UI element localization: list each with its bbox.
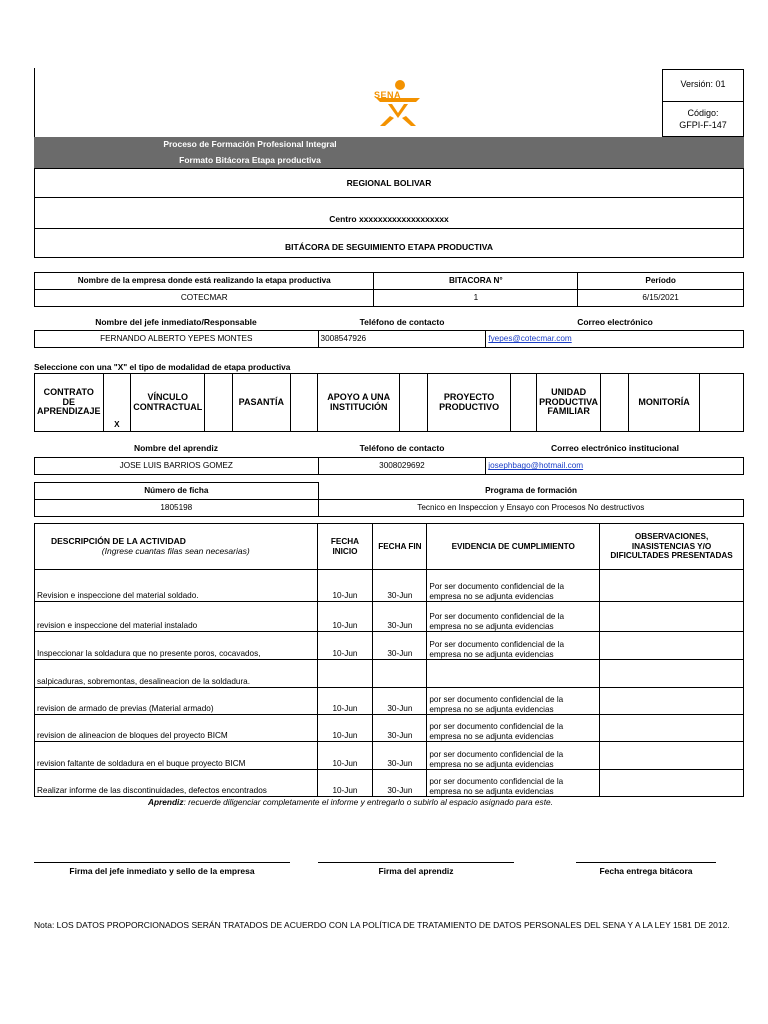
ficha-table xyxy=(34,482,744,517)
modality-pasantia-label: PASANTÍA xyxy=(238,396,284,407)
modality-monitoria-mark[interactable] xyxy=(700,374,744,432)
apprentice-signature-label: Firma del aprendiz xyxy=(378,866,454,876)
modality-contrato-label: CONTRATO DE APRENDIZAJE xyxy=(37,387,101,417)
table-row xyxy=(35,570,744,602)
activity-obs xyxy=(600,660,744,688)
activity-start: 10-Jun xyxy=(317,688,373,715)
col-start-date: FECHA INICIO xyxy=(317,524,373,570)
modality-apoyo[interactable] xyxy=(318,374,400,432)
activity-evidence: por ser documento confidencial de la empresa no se adjunta evidencias xyxy=(427,742,600,770)
table-row xyxy=(35,770,744,797)
col-evidence: EVIDENCIA DE CUMPLIMIENTO xyxy=(427,524,600,570)
company-value: COTECMAR xyxy=(35,290,374,307)
modality-pasantia[interactable] xyxy=(232,374,290,432)
version-box xyxy=(662,69,744,137)
modality-contrato-mark[interactable]: X xyxy=(103,374,131,432)
bitacora-number-label: BITACORA N° xyxy=(374,273,578,290)
bitacora-number-value: 1 xyxy=(374,290,578,307)
code-label: Código: xyxy=(687,108,719,118)
boss-email-label: Correo electrónico xyxy=(577,317,653,327)
activity-evidence: por ser documento confidencial de la empresa no se adjunta evidencias xyxy=(427,688,600,715)
activity-obs xyxy=(600,688,744,715)
modality-vinculo-label: VÍNCULO CONTRACTUAL xyxy=(133,392,203,412)
boss-phone-value: 3008547926 xyxy=(318,331,486,348)
activity-start xyxy=(317,660,373,688)
modality-monitoria[interactable] xyxy=(628,374,700,432)
period-value: 6/15/2021 xyxy=(578,290,744,307)
modality-proyecto[interactable] xyxy=(427,374,511,432)
table-row xyxy=(35,742,744,770)
sena-logo-icon xyxy=(370,78,426,128)
modality-apoyo-label: APOYO A UNA INSTITUCIÓN xyxy=(327,392,391,412)
activity-evidence: Por ser documento confidencial de la empresa no se adjunta evidencias xyxy=(427,602,600,632)
modality-apoyo-mark[interactable] xyxy=(400,374,428,432)
table-row xyxy=(35,688,744,715)
activity-end xyxy=(373,660,427,688)
apprentice-phone-label: Teléfono de contacto xyxy=(359,443,445,453)
apprentice-table xyxy=(34,457,744,475)
boss-signature-line[interactable] xyxy=(34,862,290,863)
activity-end: 30-Jun xyxy=(373,770,427,797)
activity-start: 10-Jun xyxy=(317,602,373,632)
table-row xyxy=(35,602,744,632)
activity-start: 10-Jun xyxy=(317,770,373,797)
program-label: Programa de formación xyxy=(318,483,743,500)
modality-contrato[interactable] xyxy=(35,374,104,432)
format-title: Formato Bitácora Etapa productiva xyxy=(179,155,321,165)
modality-monitoria-label: MONITORÍA xyxy=(638,396,690,407)
boss-phone-label: Teléfono de contacto xyxy=(359,317,445,327)
data-policy-note: Nota: LOS DATOS PROPORCIONADOS SERÁN TRATADOS DE ACUERDO CON LA POLÍTICA DE TRATAMIENTO DE DATOS PERSONALES DEL SENA Y A LA LEY 1581 DE 2012. xyxy=(34,920,730,930)
activity-desc: Realizar informe de las discontinuidades, defectos encontrados xyxy=(35,770,318,797)
company-table xyxy=(34,272,744,307)
activity-end: 30-Jun xyxy=(373,570,427,602)
activity-end: 30-Jun xyxy=(373,742,427,770)
activity-evidence: por ser documento confidencial de la empresa no se adjunta evidencias xyxy=(427,770,600,797)
col-end-date: FECHA FIN xyxy=(373,524,427,570)
activity-obs xyxy=(600,742,744,770)
modality-pasantia-mark[interactable] xyxy=(290,374,318,432)
activity-start: 10-Jun xyxy=(317,715,373,742)
bitacora-title-row: BITÁCORA DE SEGUIMIENTO ETAPA PRODUCTIVA xyxy=(34,228,744,258)
activity-obs xyxy=(600,715,744,742)
col-description xyxy=(35,524,318,570)
activity-end: 30-Jun xyxy=(373,688,427,715)
program-value: Tecnico en Inspeccion y Ensayo con Procesos No destructivos xyxy=(318,500,743,517)
apprentice-email-link[interactable]: josephbago@hotmail.com xyxy=(488,461,584,471)
modality-proyecto-label: PROYECTO PRODUCTIVO xyxy=(439,392,500,412)
ficha-value: 1805198 xyxy=(35,500,319,517)
activity-obs xyxy=(600,602,744,632)
version-label: Versión: 01 xyxy=(680,79,726,89)
apprentice-name-value: JOSE LUIS BARRIOS GOMEZ xyxy=(35,458,319,475)
activity-evidence xyxy=(427,660,600,688)
apprentice-email-label: Correo electrónico institucional xyxy=(551,443,679,453)
boss-email-link[interactable]: fyepes@cotecmar.com xyxy=(488,334,572,344)
boss-name-value: FERNANDO ALBERTO YEPES MONTES xyxy=(35,331,319,348)
activity-evidence: Por ser documento confidencial de la empresa no se adjunta evidencias xyxy=(427,632,600,660)
modality-table xyxy=(34,373,744,432)
table-row xyxy=(35,660,744,688)
boss-name-label: Nombre del jefe inmediato/Responsable xyxy=(95,317,257,327)
reminder-text: : recuerde diligenciar completamente el informe y entregarlo o subirlo al espacio asignado para este. xyxy=(183,797,553,807)
activity-obs xyxy=(600,632,744,660)
period-label: Período xyxy=(578,273,744,290)
modality-unidad-label: UNIDAD PRODUCTIVA FAMILIAR xyxy=(539,387,598,417)
table-row xyxy=(35,632,744,660)
activities-table xyxy=(34,523,744,797)
activity-desc: salpicaduras, sobremontas, desalineacion de la soldadura. xyxy=(35,660,318,688)
activity-start: 10-Jun xyxy=(317,570,373,602)
header-gray-band xyxy=(34,137,744,169)
activity-desc: revision de alineacion de bloques del proyecto BICM xyxy=(35,715,318,742)
modality-unidad[interactable] xyxy=(537,374,601,432)
reminder-bold: Aprendiz xyxy=(148,797,184,807)
apprentice-reminder xyxy=(148,797,553,807)
activity-desc: Inspeccionar la soldadura que no presente poros, cocavados, xyxy=(35,632,318,660)
col-observations: OBSERVACIONES, INASISTENCIAS Y/O DIFICULTADES PRESENTADAS xyxy=(600,524,744,570)
process-title: Proceso de Formación Profesional Integral xyxy=(163,139,337,149)
activity-end: 30-Jun xyxy=(373,715,427,742)
modality-vinculo-mark[interactable] xyxy=(205,374,233,432)
sena-logo xyxy=(370,78,426,128)
col-description-title: DESCRIPCIÓN DE LA ACTIVIDAD xyxy=(51,536,186,546)
activity-evidence: por ser documento confidencial de la empresa no se adjunta evidencias xyxy=(427,715,600,742)
code-value: GFPI-F-147 xyxy=(679,120,727,130)
regional-row: REGIONAL BOLIVAR xyxy=(34,168,744,198)
activity-start: 10-Jun xyxy=(317,632,373,660)
activity-desc: revision de armado de previas (Material armado) xyxy=(35,688,318,715)
version-divider xyxy=(663,101,743,102)
modality-proyecto-mark[interactable] xyxy=(511,374,537,432)
modality-vinculo[interactable] xyxy=(131,374,205,432)
activity-start: 10-Jun xyxy=(317,742,373,770)
activity-desc: Revision e inspeccione del material soldado. xyxy=(35,570,318,602)
company-label: Nombre de la empresa donde está realizando la etapa productiva xyxy=(35,273,374,290)
activity-end: 30-Jun xyxy=(373,602,427,632)
activity-end: 30-Jun xyxy=(373,632,427,660)
col-description-hint: (Ingrese cuantas filas sean necesarias) xyxy=(101,545,250,556)
ficha-label: Número de ficha xyxy=(35,483,319,500)
apprentice-signature-line[interactable] xyxy=(318,862,514,863)
sena-logo-text: SENA xyxy=(374,90,402,100)
modality-unidad-mark[interactable] xyxy=(601,374,629,432)
apprentice-phone-value: 3008029692 xyxy=(318,458,486,475)
table-row xyxy=(35,715,744,742)
activity-obs xyxy=(600,570,744,602)
activity-desc: revision faltante de soldadura en el buque proyecto BICM xyxy=(35,742,318,770)
activity-obs xyxy=(600,770,744,797)
boss-table xyxy=(34,330,744,348)
activity-desc: revision e inspeccione del material instalado xyxy=(35,602,318,632)
activity-evidence: Por ser documento confidencial de la empresa no se adjunta evidencias xyxy=(427,570,600,602)
boss-signature-label: Firma del jefe inmediato y sello de la empresa xyxy=(69,866,255,876)
centro-row: Centro xxxxxxxxxxxxxxxxxxx xyxy=(34,197,744,229)
delivery-date-line[interactable] xyxy=(576,862,716,863)
modality-prompt: Seleccione con una "X" el tipo de modalidad de etapa productiva xyxy=(34,362,291,372)
apprentice-name-label: Nombre del aprendiz xyxy=(133,443,219,453)
delivery-date-label: Fecha entrega bitácora xyxy=(599,866,693,876)
